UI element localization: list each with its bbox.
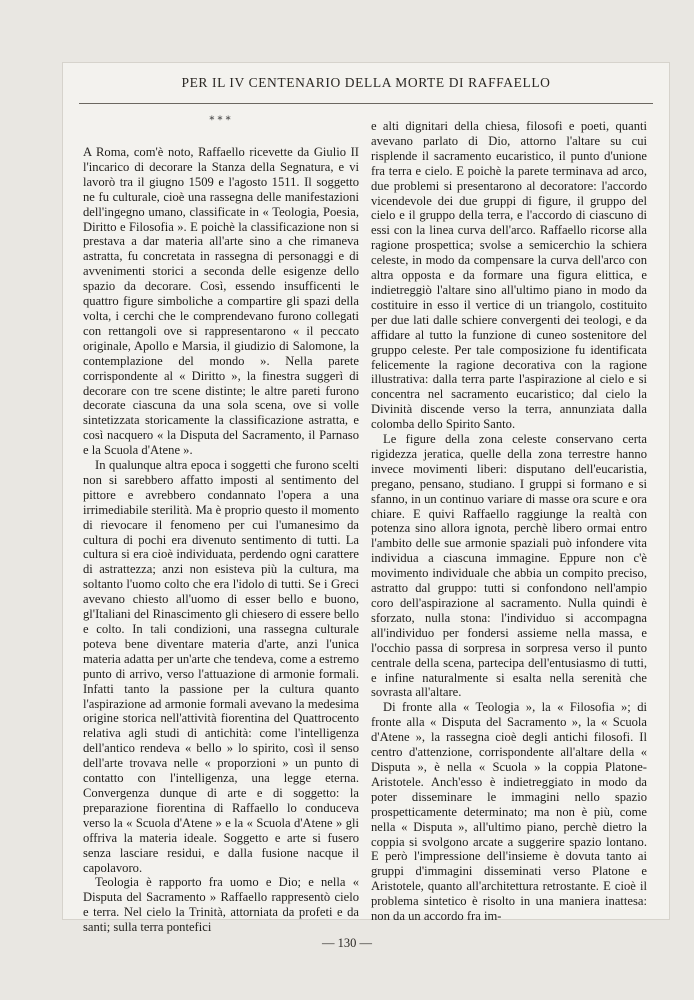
left-column (83, 145, 359, 935)
paragraph: e alti dignitari della chiesa, filosofi e poeti, quanti avevano parlato di Dio, attorno l'altare su cui risplende il sacramento eucaristico, il punto d'unione fra terra e cielo. E poichè la parete terminava ad arco, due problemi si presentarono al decoratore: l'accordo vicendevole dei due gruppi di figure, il gruppo del cielo e il gruppo della terra, e l'accordo di ciascuno di essi con la linea curva dell'arco. Raffaello ricorse alla ragione prospettica; svolse a semicerchio la schiera celeste, in modo da compensare la curva dell'arco con altra opposta e da formare una figura elittica, e indietreggiò l'altare sino all'ultimo piano in modo da costituire in esso il vertice di un triangolo, costituito per due lati dalle schiere convergenti dei teologi, e da affidare al tutto la funzione di cuneo sostenitore del gruppo celeste. Per tale composizione fu identificata felicemente la ragione decorativa con la ragione illustrativa: dalla terra parte l'aspirazione al cielo e si concentra nel sacramento eucaristico; dal cielo la Divinità discende verso la terra, annunziata dalla colomba dello Spirito Santo. (371, 119, 647, 432)
page-number: — 130 — (322, 936, 372, 950)
paragraph: Le figure della zona celeste conservano certa rigidezza jeratica, quelle della zona terrestre hanno invece movimenti liberi: disputano dell'eucaristia, pregano, pensano, studiano. I gruppi si formano e si sfanno, in un continuo variare di masse ora scure e ora chiare. E quivi Raffaello raggiunge la realtà con potenza sino allora ignota, perchè libero ormai entro l'ambito delle sue armonie spaziali può infondere vita individua a ciascuna immagine. Eppure non c'è movimento individuale che abbia un compito preciso, astratto dal gruppo: tutti si confondono nell'ampio coro dell'aspirazione al sacramento. Nulla quindi è sforzato, nulla stona: l'individuo si accompagna all'individuo per fondersi assieme nella massa, e l'occhio passa di sorpresa in sorpresa verso il punto centrale della scena, partecipa dell'entusiasmo di tutti, e infine naturalmente si esalta nella serenità che sovrasta all'altare. (371, 432, 647, 700)
right-column (371, 119, 647, 924)
paragraph: A Roma, com'è noto, Raffaello ricevette da Giulio II l'incarico di decorare la Stanza della Segnatura, e vi lavorò tra il giugno 1509 e l'agosto 1511. Il soggetto ne fu culturale, cioè una rassegna delle manifestazioni dell'ingegno umano, classificate in « Teologia, Poesia, Diritto e Filosofia ». E poichè la classificazione non si prestava a dar materia all'arte sino a che rimaneva astratta, fu concretata in rassegna di personaggi e di avvenimenti storici a seconda delle esigenze dello spazio da decorare. Così, essendo insufficenti le quattro figure simboliche a compartire gli spazi della volta, i cerchi che le comprendevano furono collegati con rettangoli ove si rappresentarono « il peccato originale, Apollo e Marsia, il giudizio di Salomone, la contemplazione del mondo ». Nella parete corrispondente al « Diritto », la finestra suggerì di decorare con tre scene distinte; le altre pareti furono decorate ciascuna da una sola scena, ove si volle sintetizzata storicamente la classificazione astratta, e così nacquero « la Disputa del Sacramento, il Parnaso e la Scuola d'Atene ». (83, 145, 359, 458)
book-page (62, 62, 670, 935)
running-header: PER IL IV CENTENARIO DELLA MORTE DI RAFFAELLO (181, 75, 551, 90)
section-asterism: * * * (209, 115, 231, 126)
paragraph: In qualunque altra epoca i soggetti che furono scelti non si sarebbero affatto imposti al sentimento del pittore e avrebbero condannato l'opera a una irrimediabile sterilità. Ma è proprio questo il momento di rievocare il fenomeno per cui l'umanesimo da cultura di pochi era divenuto sentimento di tutti. La cultura si era cioè individuata, perdendo ogni carattere di astrattezza; anzi non esisteva più la cultura, ma soltanto l'uomo colto che era l'idolo di tutti. Se i Greci avevano chiesto all'uomo di esser bello e buono, gl'Italiani del Rinascimento gli chiesero di essere bello e colto. In tali condizioni, una rassegna culturale poteva bene diventare materia d'arte, anzi l'unica materia adatta per un'arte che tendeva, come a estremo punto di arrivo, verso l'attuazione di armonie formali. Infatti tanto la passione per la cultura quanto l'aspirazione ad armonie formali avevano la medesima origine storica nell'attività fiorentina del Quattrocento relativa agli studi di antichità: come l'intelligenza dell'antico rendeva « bello » lo spirito, così il senso dell'arte trovava nelle « proporzioni » un punto di contatto con l'intelligenza, una legge eterna. Convergenza dunque di arte e di soggetto: la preparazione fiorentina di Raffaello lo conduceva verso la « Scuola d'Atene » e la « Scuola d'Atene » gli offriva la materia ideale. Soggetto e arte si fusero senza lasciare residui, e dalla fusione nacque il capolavoro. (83, 458, 359, 875)
paragraph: Di fronte alla « Teologia », la « Filosofia »; di fronte alla « Disputa del Sacramento », la « Scuola d'Atene », la rassegna cioè degli antichi filosofi. Il centro d'attenzione, corrispondente all'altare della « Disputa », è nella « Scuola » la coppia Platone-Aristotele. Anch'esso è indietreggiato in modo da poter disseminare le immagini nello spazio prospetticamente determinato; ma non è più, come nella « Disputa », all'ultimo piano, perchè dietro la coppia si svolgono arcate a suggerire spazio lontano. E però l'impressione dell'insieme è dovuta tanto ai gruppi d'immagini disseminati verso Platone e Aristotele, quanto all'architettura retrostante. E cioè il problema sintetico è risolto in una maniera inattesa: non da un accordo fra im- (371, 700, 647, 924)
header-rule (79, 103, 653, 104)
paragraph: Teologia è rapporto fra uomo e Dio; e nella « Disputa del Sacramento » Raffaello rappresentò cielo e terra. Nel cielo la Trinità, attorniata da profeti e da santi; sulla terra pontefici (83, 875, 359, 935)
